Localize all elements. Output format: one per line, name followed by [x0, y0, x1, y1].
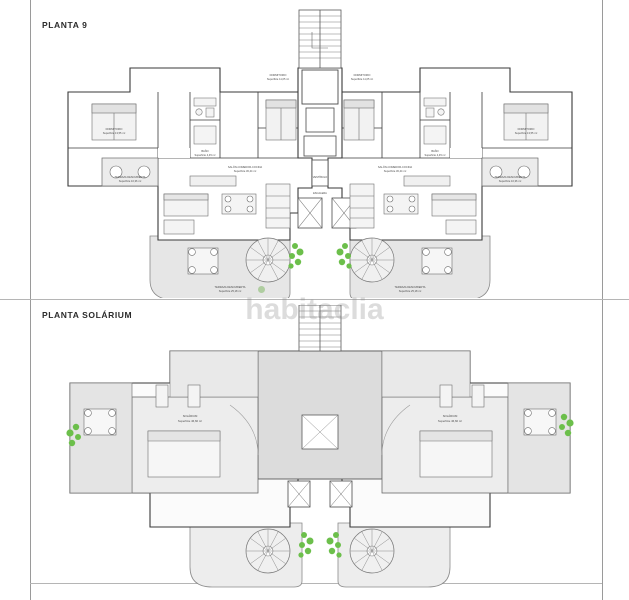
shaft-cross-left — [298, 198, 322, 228]
room-label-bath-right: BAÑO — [431, 150, 439, 153]
bed-furniture-right-inner — [344, 100, 374, 140]
plan-title-solarium: PLANTA SOLÁRIUM — [42, 310, 133, 320]
room-label-bath-left: BAÑO — [201, 150, 209, 153]
solarium-spiral-stair-right — [350, 529, 394, 573]
room-label-salon-left: SALÓN-COMEDOR-COCINA — [227, 166, 263, 169]
room-area-bed-left-inner: Superficie 11,05 m² — [266, 78, 290, 81]
room-area-salon-left: Superficie 30,44 m² — [233, 170, 257, 173]
room-label-terrace-left-side: TERRAZA DESCUBIERTA — [114, 176, 146, 179]
room-area-bed-left-outer: Superficie 13,55 m² — [102, 132, 126, 135]
room-label-bed-left-inner: DORMITORIO — [269, 74, 287, 77]
room-area-salon-right: Superficie 30,44 m² — [383, 170, 407, 173]
solarium-shaft-left — [288, 481, 310, 507]
room-area-terrace-left-main: Superficie 25,18 m² — [218, 290, 242, 293]
room-area-terrace-left-side: Superficie 10,36 m² — [118, 180, 142, 183]
stair-core-top — [299, 10, 341, 68]
solarium-table-left — [84, 409, 116, 435]
room-label-terrace-left-main: TERRAZA DESCUBIERTA — [214, 286, 246, 289]
room-label-terrace-right-main: TERRAZA DESCUBIERTA — [394, 286, 426, 289]
room-label-hall-center: VESTÍBULO — [312, 176, 328, 179]
room-label-bed-right-outer: DORMITORIO — [517, 128, 535, 131]
solarium-central-block — [258, 351, 396, 479]
solarium-room-right — [382, 397, 508, 493]
frame-middle-divider — [0, 299, 629, 300]
room-area-bath-left: Superficie 4,45 m² — [194, 154, 216, 157]
solarium-spiral-stair-left — [246, 529, 290, 573]
room-area-solarium-right: Superficie 46,60 m² — [437, 419, 463, 423]
room-area-bed-right-inner: Superficie 11,05 m² — [350, 78, 374, 81]
room-area-terrace-right-main: Superficie 25,18 m² — [398, 290, 422, 293]
room-label-terrace-right-side: TERRAZA DESCUBIERTA — [494, 176, 526, 179]
frame-right-line — [602, 0, 603, 600]
room-area-solarium-left: Superficie 46,60 m² — [177, 419, 203, 423]
room-label-solarium-right: SOLÁRIUM — [442, 414, 458, 418]
frame-left-line — [30, 0, 31, 600]
watermark-text: habitaclia — [245, 293, 384, 326]
solarium-table-right — [524, 409, 556, 435]
room-label-bed-left-outer: DORMITORIO — [105, 128, 123, 131]
plant-icon-left — [288, 243, 303, 269]
bed-furniture-left-inner — [266, 100, 296, 140]
plant-icon-right — [337, 243, 352, 269]
room-area-bath-right: Superficie 4,45 m² — [424, 154, 446, 157]
room-area-terrace-right-side: Superficie 10,36 m² — [498, 180, 522, 183]
solarium-stair-core-top — [299, 305, 341, 351]
room-area-bed-right-outer: Superficie 13,55 m² — [514, 132, 538, 135]
terrace-table-right — [422, 248, 452, 274]
floorplan-solarium — [40, 305, 600, 593]
room-label-salon-right: SALÓN-COMEDOR-COCINA — [377, 166, 413, 169]
floorplan-floor9 — [40, 8, 600, 298]
solarium-shaft-right — [330, 481, 352, 507]
room-label-stairs-core: ESCALERA — [313, 192, 327, 195]
room-label-bed-right-inner: DORMITORIO — [353, 74, 371, 77]
terrace-table-left — [188, 248, 218, 274]
spiral-stair-right — [350, 238, 394, 282]
plan-title-floor9: PLANTA 9 — [42, 20, 88, 30]
solarium-room-left — [132, 397, 258, 493]
room-label-solarium-left: SOLÁRIUM — [182, 414, 198, 418]
spiral-stair-left — [246, 238, 290, 282]
